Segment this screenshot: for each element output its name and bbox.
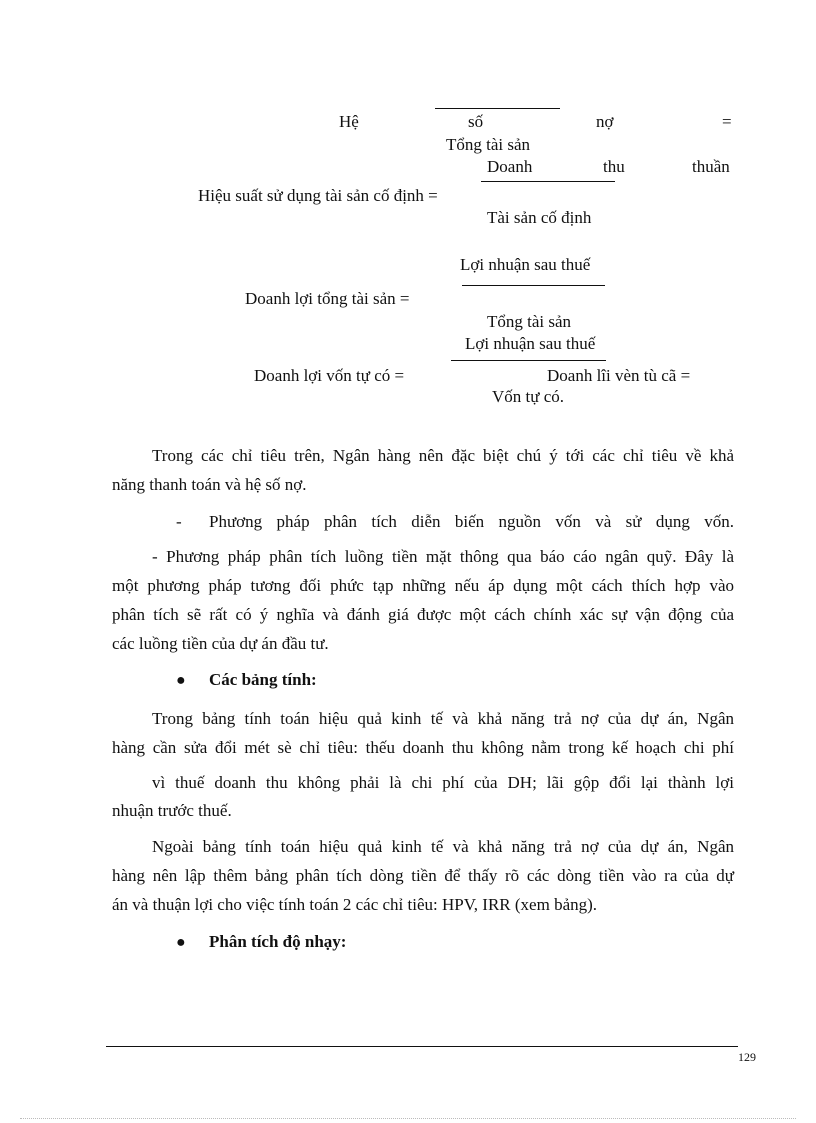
paragraph-line: phân tích sẽ rất có ý nghĩa và đánh giá được một cách chính xác sự vận động của [112,605,734,624]
fraction-bar [481,181,615,182]
bullet-icon: ● [176,934,186,951]
paragraph-line: Phương pháp phân tích diễn biến nguồn vốn và sử dụng vốn. [209,512,734,531]
paragraph-line: vì thuế doanh thu không phải là chi phí của DH; lãi gộp đổi lại thành lợi [152,773,734,792]
paragraph-line: nhuận trước thuế. [112,801,232,820]
paragraph-line: Trong bảng tính toán hiệu quả kinh tế và khả năng trả nợ của dự án, Ngân [152,709,734,728]
footer-divider [106,1046,738,1047]
formula-word: số [468,112,484,131]
page-bottom-edge [20,1118,796,1119]
paragraph-line: các luồng tiền của dự án đầu tư. [112,634,329,653]
formula-numerator-word: thuần [692,157,730,176]
formula-garbled-text: Doanh lîi vèn tù cã = [547,366,691,385]
paragraph-line: án và thuận lợi cho việc tính toán 2 các chỉ tiêu: HPV, IRR (xem bảng). [112,895,598,914]
formula-word: Hệ [339,112,359,131]
fraction-bar [451,360,606,361]
formula-label: Hiệu suất sử dụng tài sản cố định = [198,186,438,205]
paragraph-line: Trong các chỉ tiêu trên, Ngân hàng nên đặc biệt chú ý tới các chỉ tiêu về khả [152,446,734,465]
paragraph-line: hàng nên lập thêm bảng phân tích dòng tiền để thấy rõ các dòng tiền vào ra của dự [112,866,734,885]
section-heading: Phân tích độ nhạy: [209,932,347,951]
formula-numerator-word: Doanh [487,157,533,176]
section-heading: Các bảng tính: [209,670,317,689]
paragraph-line: - Phương pháp phân tích luồng tiền mặt thông qua báo cáo ngân quỹ. Đây là [152,547,734,566]
paragraph-line: hàng cần sửa đổi mét sè chỉ tiêu: thếu doanh thu không nằm trong kế hoạch chi phí [112,738,734,757]
formula-denominator: Tài sản cố định [487,208,592,227]
paragraph-line: năng thanh toán và hệ số nợ. [112,475,307,494]
fraction-bar [435,108,560,109]
page-number: 129 [738,1050,756,1064]
formula-denominator: Vốn tự có. [492,387,565,406]
formula-label: Doanh lợi tổng tài sản = [245,289,410,308]
fraction-bar [462,285,605,286]
paragraph-line: Ngoài bảng tính toán hiệu quả kinh tế và khả năng trả nợ của dự án, Ngân [152,837,734,856]
bullet-icon: ● [176,672,186,689]
paragraph-line: một phương pháp tương đối phức tạp những nếu áp dụng một cách thích hợp vào [112,576,734,595]
formula-denominator: Tổng tài sản [487,312,572,331]
formula-numerator-word: thu [603,157,625,176]
formula-label: Doanh lợi vốn tự có = [254,366,405,385]
formula-word: nợ [596,112,614,131]
formula-numerator: Lợi nhuận sau thuế [465,334,596,353]
formula-numerator: Lợi nhuận sau thuế [460,255,591,274]
dash-marker: - [176,512,182,531]
equals-sign: = [722,112,732,131]
formula-denominator: Tổng tài sản [446,135,531,154]
